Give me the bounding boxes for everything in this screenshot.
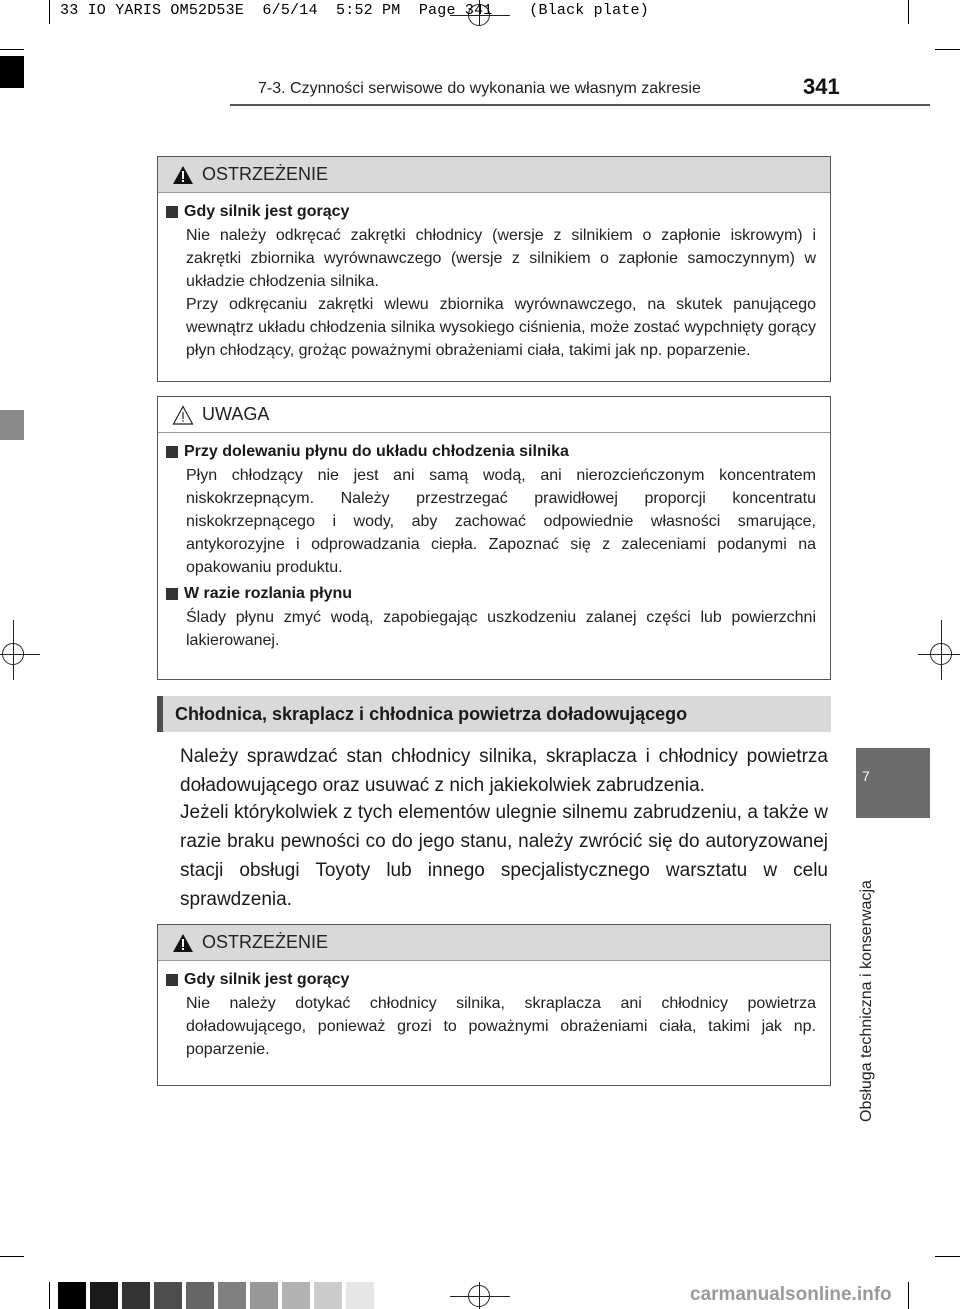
- color-swatch: [186, 1282, 214, 1309]
- notice-header: [158, 397, 830, 433]
- item-heading: Przy dolewaniu płynu do układu chłodzenia silnika: [166, 443, 816, 461]
- warning-title: OSTRZEŻENIE: [202, 164, 329, 184]
- bullet-square-icon: [166, 206, 178, 218]
- notice-title: UWAGA: [202, 404, 270, 424]
- notice-box-coolant: [157, 396, 831, 680]
- bullet-square-icon: [166, 974, 178, 986]
- color-swatch: [282, 1282, 310, 1309]
- page-number: 341: [803, 74, 840, 99]
- chapter-label: Obsługa techniczna i konserwacja: [858, 880, 875, 1122]
- color-swatch: [314, 1282, 342, 1309]
- color-swatch: [218, 1282, 246, 1309]
- print-header: 33 IO YARIS OM52D53E 6/5/14 5:52 PM Page 341 (Black plate): [60, 2, 649, 19]
- color-swatch: [58, 1282, 86, 1309]
- warning-box-hot-radiator: [157, 924, 831, 1086]
- body-paragraph-1: Należy sprawdzać stan chłodnicy silnika, skraplacza i chłodnicy powietrza doładowującego oraz usuwać z nich jakiekolwiek zabrudzenia.: [180, 746, 828, 796]
- warning-box-hot-engine: [157, 156, 831, 382]
- color-swatch: [122, 1282, 150, 1309]
- corner-block: [0, 56, 24, 88]
- color-swatch: [154, 1282, 182, 1309]
- warning-title: OSTRZEŻENIE: [202, 932, 329, 952]
- running-head: 7-3. Czynności serwisowe do wykonania we własnym zakresie: [258, 80, 701, 97]
- warning-triangle-icon: [172, 165, 194, 185]
- item-heading: Gdy silnik jest gorący: [166, 203, 816, 221]
- item-text: Ślady płynu zmyć wodą, zapobiegając uszkodzeniu zalanej części lub powierzchni lakierowanej.: [186, 609, 816, 649]
- watermark: carmanualsonline.info: [690, 1284, 892, 1305]
- color-swatch: [90, 1282, 118, 1309]
- item-text: Płyn chłodzący nie jest ani samą wodą, ani nierozcieńczonym koncentratem niskokrzepnącym. Należy przestrzegać prawidłowej proporcji koncentratu niskokrzepnącego i wody, aby zachować odpowiednie własności smarujące, antykorozyjne i odprowadzania ciepła. Zapoznać się z zaleceniami podanymi na opakowaniu produktu.: [186, 467, 816, 576]
- item-heading: Gdy silnik jest gorący: [166, 971, 816, 989]
- body-paragraph-2: Jeżeli którykolwiek z tych elementów ulegnie silnemu zabrudzeniu, a także w razie braku pewności co do jego stanu, należy zwrócić się do autoryzowanej stacji obsługi Toyoty lub innego specjalistycznego warsztatu w celu sprawdzenia.: [180, 802, 828, 910]
- color-swatch: [346, 1282, 374, 1309]
- item-text-continued: Przy odkręcaniu zakrętki wlewu zbiornika wyrównawczego, na skutek panującego wewnątrz układu chłodzenia silnika wysokiego ciśnienia, może zostać wypchnięty gorący płyn chłodzący, grożąc poważnymi obrażeniami ciała, takimi jak np. poparzenie.: [186, 296, 816, 359]
- warning-triangle-icon: [172, 933, 194, 953]
- warning-header: [158, 925, 830, 961]
- section-title: Chłodnica, skraplacz i chłodnica powietrza doładowującego: [157, 696, 831, 732]
- item-heading: W razie rozlania płynu: [166, 585, 816, 603]
- bullet-square-icon: [166, 446, 178, 458]
- item-text: Nie należy dotykać chłodnicy silnika, skraplacza ani chłodnicy powietrza doładowującego, ponieważ grozi to poważnymi obrażeniami ciała, takimi jak np. poparzenie.: [186, 995, 816, 1058]
- chapter-number: 7: [862, 768, 870, 784]
- bullet-square-icon: [166, 588, 178, 600]
- header-rule: [230, 104, 930, 106]
- caution-triangle-icon: [172, 405, 194, 425]
- item-text: Nie należy odkręcać zakrętki chłodnicy (wersje z silnikiem o zapłonie iskrowym) i zakrętki zbiornika wyrównawczego (wersje z silnikiem o zapłonie samoczynnym) w układzie chłodzenia silnika.: [186, 227, 816, 290]
- warning-header: [158, 157, 830, 193]
- margin-tab: [0, 410, 24, 440]
- color-swatch: [250, 1282, 278, 1309]
